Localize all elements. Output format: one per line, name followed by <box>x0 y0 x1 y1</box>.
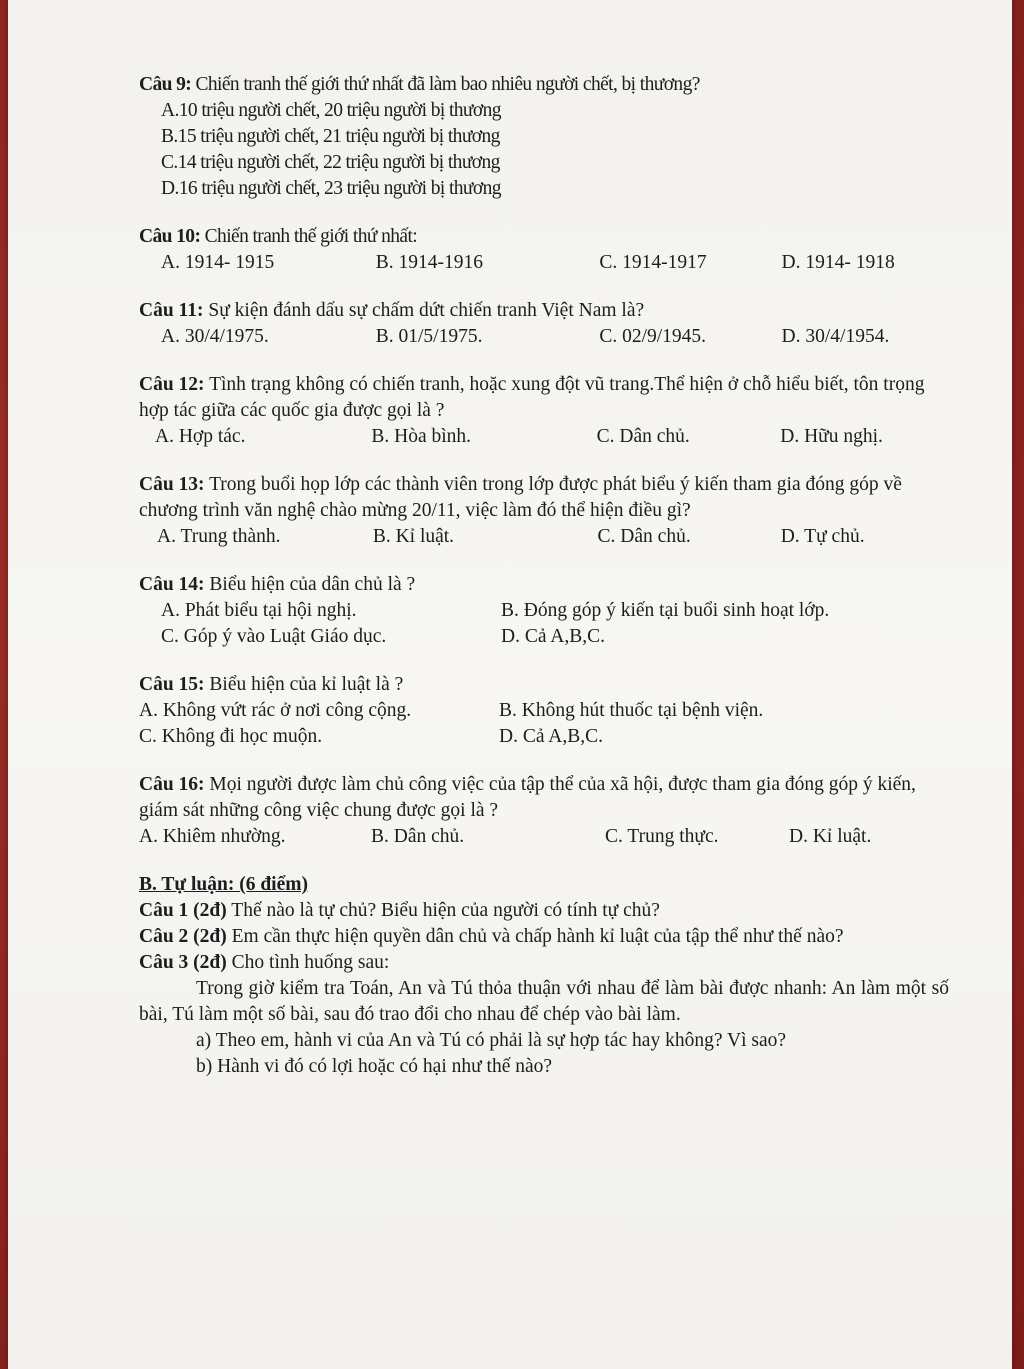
question-12-label: Câu 12: <box>139 374 205 395</box>
exam-paper <box>8 0 1012 1369</box>
question-16-label: Câu 16: <box>139 774 205 795</box>
essay-section <box>139 872 949 1080</box>
question-12 <box>139 372 949 450</box>
question-9-text: Chiến tranh thế giới thứ nhất đã làm bao nhiêu người chết, bị thương? <box>191 74 700 95</box>
essay-title: B. Tự luận: (6 điểm) <box>139 874 308 895</box>
question-9-label: Câu 9: <box>139 74 192 95</box>
question-11-text: Sự kiện đánh dấu sự chấm dứt chiến tranh Việt Nam là? <box>203 300 645 321</box>
option-9c: C.14 triệu người chết, 22 triệu người bị thương <box>161 152 500 173</box>
essay-situation: Trong giờ kiểm tra Toán, An và Tú thỏa thuận với nhau để làm bài được nhanh: An làm một số bài, Tú làm một số bài, sau đó trao đổi cho nhau để chép vào bài làm. <box>139 978 949 1025</box>
option-10a: A. 1914- 1915 <box>161 252 275 273</box>
option-14b: B. Đóng góp ý kiến tại buổi sinh hoạt lớp. <box>501 600 830 621</box>
question-14-text: Biểu hiện của dân chủ là ? <box>204 574 416 595</box>
option-11b: B. 01/5/1975. <box>375 326 483 347</box>
question-14-label: Câu 14: <box>139 574 205 595</box>
option-15a: A. Không vứt rác ở nơi công cộng. <box>139 700 412 721</box>
essay-q1-text: Thế nào là tự chủ? Biểu hiện của người có tính tự chủ? <box>226 900 660 921</box>
question-11-label: Câu 11: <box>139 300 204 321</box>
question-16 <box>139 772 949 850</box>
option-10b: B. 1914-1916 <box>375 252 483 273</box>
option-12a: A. Hợp tác. <box>155 426 246 447</box>
essay-q3-label: Câu 3 (2đ) <box>139 952 227 973</box>
option-14d: D. Cả A,B,C. <box>501 626 606 647</box>
question-9 <box>139 72 949 202</box>
question-16-stem <box>139 772 949 824</box>
essay-q1-label: Câu 1 (2đ) <box>139 900 227 921</box>
question-13-label: Câu 13: <box>139 474 205 495</box>
question-9-stem <box>139 72 949 98</box>
question-14-stem <box>139 572 949 598</box>
option-13a: A. Trung thành. <box>157 526 281 547</box>
option-16b: B. Dân chủ. <box>371 826 465 847</box>
option-16a: A. Khiêm nhường. <box>139 826 286 847</box>
option-12b: B. Hòa bình. <box>371 426 472 447</box>
question-15-stem <box>139 672 949 698</box>
option-15d: D. Cả A,B,C. <box>499 726 604 747</box>
option-14a: A. Phát biểu tại hội nghị. <box>161 600 357 621</box>
option-9d: D.16 triệu người chết, 23 triệu người bị thương <box>161 178 501 199</box>
essay-question-1 <box>139 898 949 924</box>
question-16-text: Mọi người được làm chủ công việc của tập thể của xã hội, được tham gia đóng góp ý kiến, giám sát những công việc chung được gọi là ? <box>139 774 916 821</box>
option-15b: B. Không hút thuốc tại bệnh viện. <box>499 700 764 721</box>
option-11c: C. 02/9/1945. <box>599 326 707 347</box>
option-11d: D. 30/4/1954. <box>781 326 890 347</box>
question-13-text: Trong buổi họp lớp các thành viên trong lớp được phát biểu ý kiến tham gia đóng góp về chương trình văn nghệ chào mừng 20/11, việc làm đó thể hiện điều gì? <box>139 474 902 521</box>
option-10c: C. 1914-1917 <box>599 252 707 273</box>
question-15 <box>139 672 949 750</box>
question-12-text: Tình trạng không có chiến tranh, hoặc xung đột vũ trang.Thể hiện ở chỗ hiểu biết, tôn trọng hợp tác giữa các quốc gia được gọi là ? <box>139 374 925 421</box>
option-11a: A. 30/4/1975. <box>161 326 269 347</box>
option-16d: D. Kỉ luật. <box>789 826 872 847</box>
exam-content <box>139 72 949 1080</box>
option-15c: C. Không đi học muộn. <box>139 726 323 747</box>
question-14 <box>139 572 949 650</box>
essay-sub-b: b) Hành vi đó có lợi hoặc có hại như thế nào? <box>196 1056 553 1077</box>
option-12d: D. Hữu nghị. <box>780 426 883 447</box>
question-15-label: Câu 15: <box>139 674 205 695</box>
question-11 <box>139 298 949 350</box>
question-10-stem <box>139 224 949 250</box>
option-9b: B.15 triệu người chết, 21 triệu người bị thương <box>161 126 500 147</box>
option-13c: C. Dân chủ. <box>597 526 691 547</box>
option-13d: D. Tự chủ. <box>780 526 865 547</box>
question-13-stem <box>139 472 949 524</box>
question-12-stem <box>139 372 949 424</box>
question-10-label: Câu 10: <box>139 226 201 247</box>
essay-sub-a: a) Theo em, hành vi của An và Tú có phải là sự hợp tác hay không? Vì sao? <box>196 1030 787 1051</box>
essay-question-2 <box>139 924 949 950</box>
option-14c: C. Góp ý vào Luật Giáo dục. <box>161 626 387 647</box>
essay-question-3 <box>139 950 949 976</box>
option-12c: C. Dân chủ. <box>596 426 690 447</box>
question-13 <box>139 472 949 550</box>
essay-q2-text: Em cần thực hiện quyền dân chủ và chấp hành kỉ luật của tập thể như thế nào? <box>226 926 844 947</box>
question-10-text: Chiến tranh thế giới thứ nhất: <box>200 226 418 247</box>
option-10d: D. 1914- 1918 <box>781 252 895 273</box>
essay-q3-text: Cho tình huống sau: <box>226 952 390 973</box>
essay-q2-label: Câu 2 (2đ) <box>139 926 227 947</box>
option-16c: C. Trung thực. <box>605 826 719 847</box>
option-13b: B. Kỉ luật. <box>372 526 455 547</box>
question-15-text: Biểu hiện của kỉ luật là ? <box>204 674 404 695</box>
question-10 <box>139 224 949 276</box>
question-11-stem <box>139 298 949 324</box>
option-9a: A.10 triệu người chết, 20 triệu người bị thương <box>161 100 501 121</box>
